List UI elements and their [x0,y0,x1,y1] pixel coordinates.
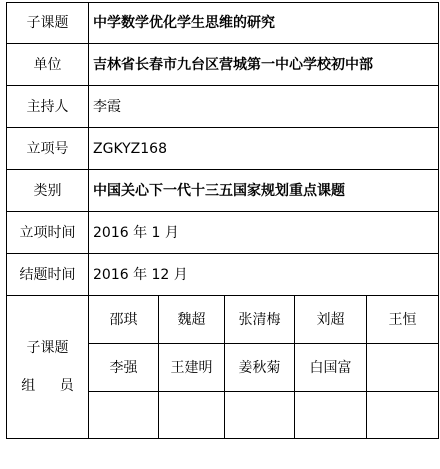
table-row [7,128,439,170]
row-label: 子课题 [7,3,89,44]
empty-cell [367,392,439,439]
info-table [6,2,439,439]
member-name [367,344,439,392]
member-name: 姜秋菊 [225,344,295,392]
row-label: 立项号 [7,128,89,170]
member-name: 魏超 [159,296,225,344]
member-name: 张清梅 [225,296,295,344]
member-name: 王建明 [159,344,225,392]
member-name: 刘超 [295,296,367,344]
project-number-value: ZGKYZ168 [89,128,439,170]
row-label: 结题时间 [7,254,89,296]
members-label-cell [7,296,89,439]
empty-cell [159,392,225,439]
table-row [7,86,439,128]
row-label: 立项时间 [7,212,89,254]
unit-value: 吉林省长春市九台区营城第一中心学校初中部 [89,44,439,86]
member-name: 邵琪 [89,296,159,344]
table-row [7,212,439,254]
end-date-value: 2016 年 12 月 [89,254,439,296]
host-value: 李霞 [89,86,439,128]
empty-cell [89,392,159,439]
category-value: 中国关心下一代十三五国家规划重点课题 [89,170,439,212]
row-label: 主持人 [7,86,89,128]
row-label: 单位 [7,44,89,86]
member-name: 李强 [89,344,159,392]
members-label-bottom: 组 员 [21,378,84,394]
table-row [7,254,439,296]
table-row [7,3,439,44]
empty-cell [225,392,295,439]
member-name: 白国富 [295,344,367,392]
table-row [7,44,439,86]
start-date-value: 2016 年 1 月 [89,212,439,254]
subtopic-title: 中学数学优化学生思维的研究 [89,3,439,44]
members-row [7,296,439,344]
project-info-table [6,2,438,465]
empty-cell [295,392,367,439]
row-label: 类别 [7,170,89,212]
member-name: 王恒 [367,296,439,344]
table-row [7,170,439,212]
members-label-top: 子课题 [26,340,69,356]
